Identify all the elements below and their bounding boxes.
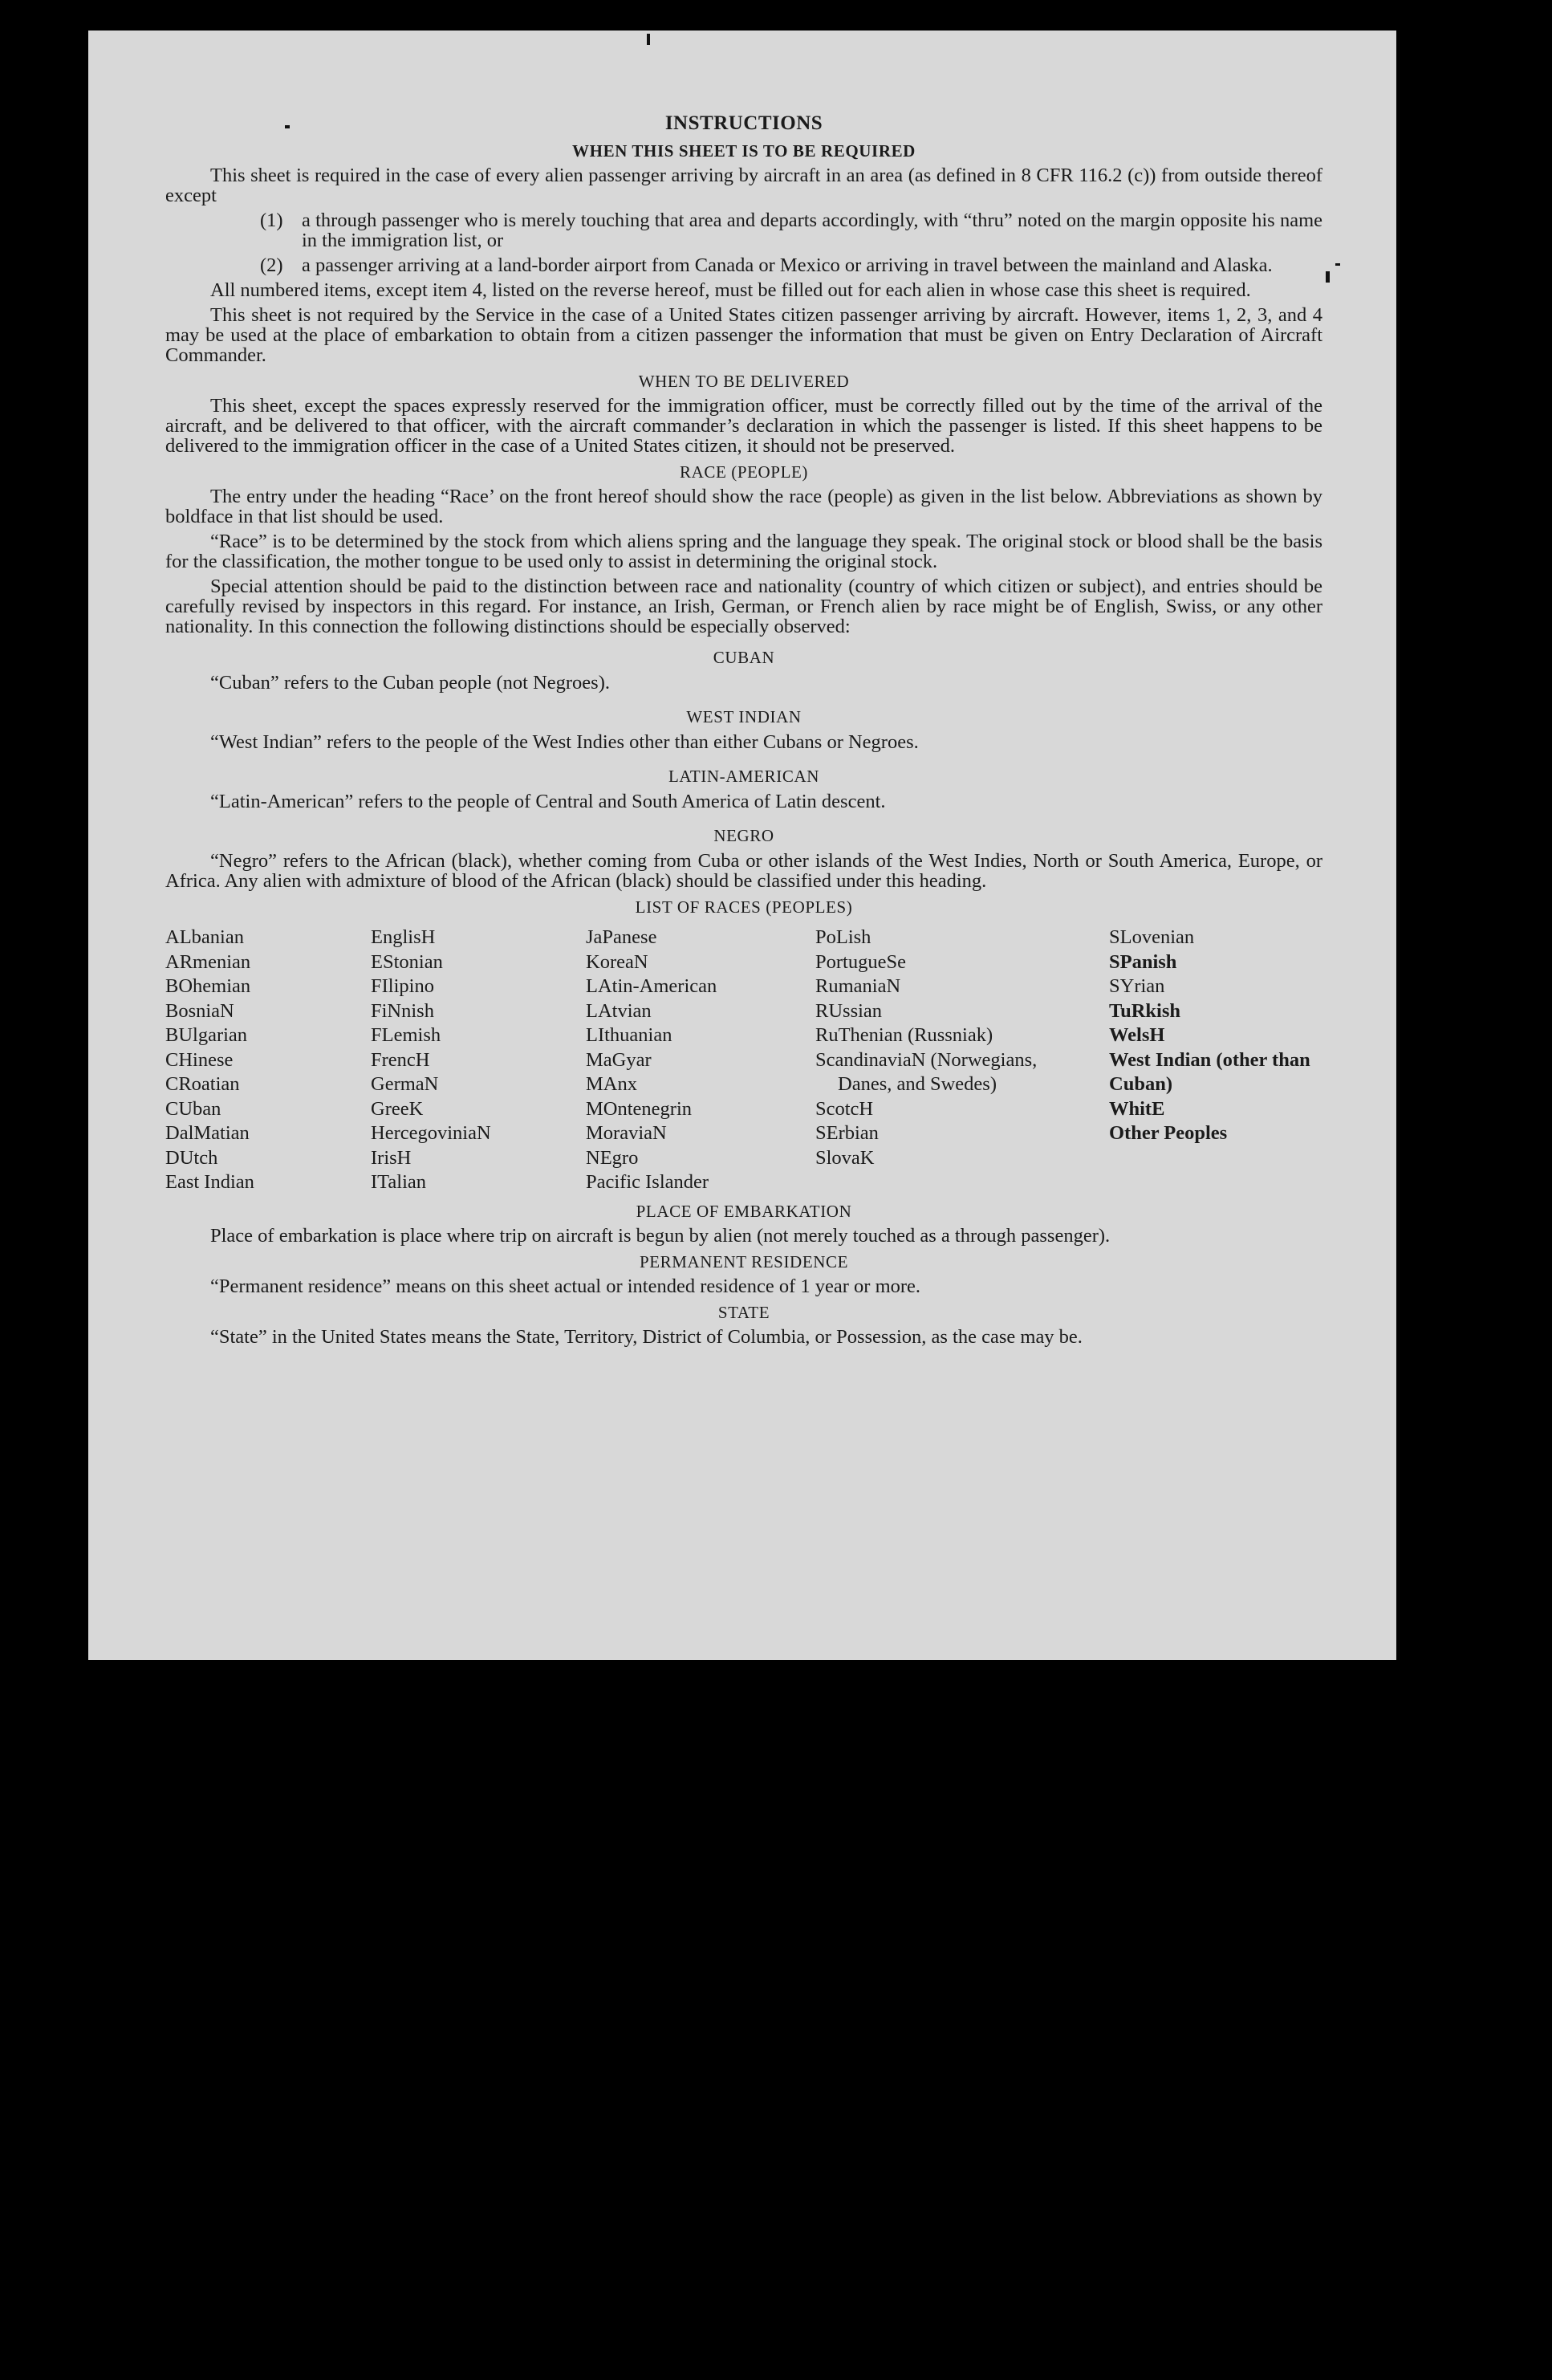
item-number: (1) [260,210,283,231]
instruction-sheet [88,31,1396,1660]
heading-races-list: LIST OF RACES (PEOPLES) [635,897,853,917]
heading-residence: PERMANENT RESIDENCE [639,1251,849,1271]
race-entry: WelsH [1109,1024,1165,1046]
item-text: a passenger arriving at a land-border airport from Canada or Mexico or arriving in travel between the mainland and Alaska. [302,254,1273,276]
heading-cuban: CUBAN [713,648,775,667]
paragraph-state: “State” in the United States means the State, Territory, District of Columbia, or Possession, as the case may be. [210,1325,1083,1348]
race-entry: PortugueSe [815,950,906,973]
definition-cuban: “Cuban” refers to the Cuban people (not Negroes). [210,672,610,694]
races-column-1 [165,926,371,1195]
race-entry: HercegoviniaN [371,1122,491,1144]
heading-when-required: WHEN THIS SHEET IS TO BE REQUIRED [572,141,916,161]
scan-speck [1335,263,1340,266]
paragraph-embarkation: Place of embarkation is place where trip on aircraft is begun by alien (not merely touched as a through passenger). [210,1224,1111,1247]
scan-speck [647,34,650,45]
race-entry: JaPanese [586,926,657,948]
race-entry: LAtvian [586,999,652,1022]
races-column-3 [586,926,815,1195]
paragraph-intro: This sheet is required in the case of every alien passenger arriving by aircraft in an area (as defined in 8 CFR 116.2 (c)) from outside thereof except [165,165,1322,206]
heading-embarkation: PLACE OF EMBARKATION [636,1201,852,1221]
race-entry: FLemish [371,1024,441,1046]
race-entry: DalMatian [165,1122,250,1144]
paragraph-residence: “Permanent residence” means on this sheet actual or intended residence of 1 year or more. [210,1275,921,1297]
heading-when-delivered: WHEN TO BE DELIVERED [638,372,850,391]
race-entry: PoLish [815,926,871,948]
races-column-5 [1109,926,1326,1195]
item-number: (2) [260,254,283,276]
race-entry: FiNnish [371,999,434,1022]
race-entry: RUssian [815,999,883,1022]
definition-negro: “Negro” refers to the African (black), whether coming from Cuba or other islands of the West Indies, North or South America, Europe, or Africa. Any alien with admixture of blood of the African (black) should be classified under this heading. [165,850,1322,892]
race-entry: IrisH [371,1146,412,1169]
race-entry: ScotcH [815,1097,874,1120]
race-entry: BosniaN [165,999,234,1022]
race-entry: SlovaK [815,1146,875,1169]
heading-race: RACE (PEOPLE) [679,462,809,482]
race-entry: EStonian [371,950,443,973]
race-entry: ITalian [371,1171,427,1193]
race-entry: SLovenian [1109,926,1195,948]
heading-latin-american: LATIN-AMERICAN [668,767,820,786]
paragraph-delivery: This sheet, except the spaces expressly reserved for the immigration officer, must be correctly filled out by the time of the arrival of the aircraft, and be delivered to that officer, with the aircraft commander’s declaration in which the passenger is listed. If this sheet happens to be delivered to the immigration officer in the case of a United States citizen, it should not be preserved. [165,395,1322,457]
race-entry: WhitE [1109,1097,1165,1120]
race-entry: KoreaN [586,950,648,973]
race-entry: LAtin-American [586,975,717,997]
races-column-4 [815,926,1109,1195]
race-entry: Other Peoples [1109,1122,1228,1144]
page-title: INSTRUCTIONS [664,112,823,134]
race-entry: MoraviaN [586,1122,667,1144]
race-entry: BUlgarian [165,1024,248,1046]
paragraph-race-nationality: Special attention should be paid to the distinction between race and nationality (country of which citizen or subject), and entries should be carefully revised by inspectors in this regard. For instance, an Irish, German, or French alien by race might be of English, Swiss, or any other nationality. In this connection the following distinctions should be especially observed: [165,576,1322,637]
scan-speck [1326,271,1330,283]
paragraph-race-determination: “Race” is to be determined by the stock from which aliens spring and the language they speak. The original stock or blood shall be the basis for the classification, the mother tongue to be used only to assist in determining the original stock. [165,531,1322,572]
race-entry: RumaniaN [815,975,901,997]
race-entry: BOhemian [165,975,251,997]
list-item [260,255,1322,275]
race-entry: CUban [165,1097,221,1120]
list-item [260,210,1322,250]
race-entry: SPanish [1109,950,1177,973]
paragraph-numbered-items: All numbered items, except item 4, listed on the reverse hereof, must be filled out for each alien in whose case this sheet is required. [210,279,1251,301]
race-entry: LIthuanian [586,1024,672,1046]
race-entry: ScandinaviaN (Norwegians, Danes, and Swedes) [815,1048,1038,1095]
race-entry: CRoatian [165,1073,240,1095]
race-entry: ARmenian [165,950,251,973]
heading-negro: NEGRO [713,826,774,845]
race-entry: SYrian [1109,975,1165,997]
race-entry: GreeK [371,1097,424,1120]
heading-state: STATE [717,1302,770,1322]
race-entry: West Indian (other than Cuban) [1109,1048,1310,1095]
race-entry: SErbian [815,1122,879,1144]
definition-west-indian: “West Indian” refers to the people of the West Indies other than either Cubans or Negroes. [210,731,919,753]
race-entry: MAnx [586,1073,637,1095]
race-entry: FrencH [371,1048,430,1071]
paragraph-race-entry: The entry under the heading “Race’ on the front hereof should show the race (people) as given in the list below. Abbreviations as shown by boldface in that list should be used. [165,486,1322,527]
race-entry: TuRkish [1109,999,1181,1022]
race-entry: CHinese [165,1048,234,1071]
race-entry: East Indian [165,1171,254,1193]
race-entry: Pacific Islander [586,1171,709,1193]
race-entry: ALbanian [165,926,244,948]
scan-speck [285,125,290,128]
race-entry: FIlipino [371,975,434,997]
heading-west-indian: WEST INDIAN [686,707,802,726]
race-entry: DUtch [165,1146,218,1169]
race-entry: NEgro [586,1146,639,1169]
race-entry: RuThenian (Russniak) [815,1024,993,1046]
races-column-2 [371,926,586,1195]
race-entry: MaGyar [586,1048,652,1071]
race-entry: EnglisH [371,926,436,948]
races-table [165,926,1322,1195]
item-text: a through passenger who is merely touching that area and departs accordingly, with “thru” noted on the margin opposite his name in the immigration list, or [302,210,1322,251]
paragraph-citizen: This sheet is not required by the Service in the case of a United States citizen passenger arriving by aircraft. However, items 1, 2, 3, and 4 may be used at the place of embarkation to obtain from a citizen passenger the information that must be given on Entry Declaration of Aircraft Commander. [165,304,1322,366]
definition-latin-american: “Latin-American” refers to the people of Central and South America of Latin descent. [210,791,886,812]
race-entry: MOntenegrin [586,1097,692,1120]
race-entry: GermaN [371,1073,439,1095]
